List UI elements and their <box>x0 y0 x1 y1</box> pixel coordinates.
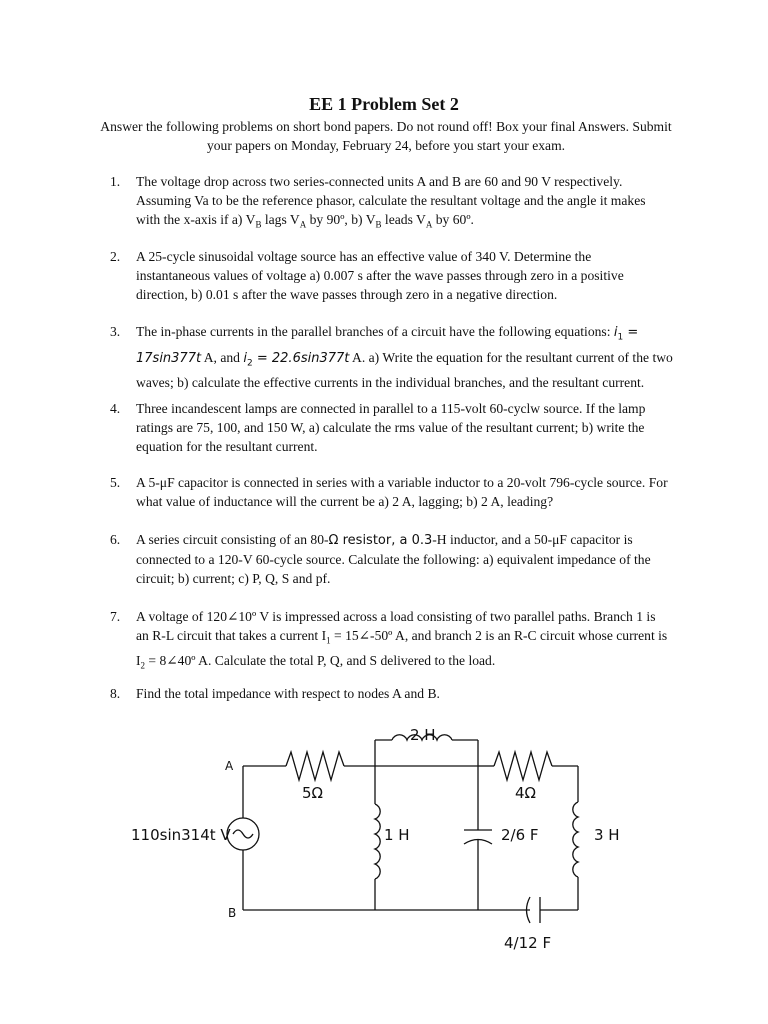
problem-7-line-1: A voltage of 120∠10º V is impressed across a load consisting of two parallel paths. Branch 1 is <box>136 609 656 624</box>
resistor-4-symbol <box>494 752 552 780</box>
problem-1-line-1: The voltage drop across two series-connected units A and B are 60 and 90 V respectively. <box>136 174 623 189</box>
problem-4-line-1: Three incandescent lamps are connected in parallel to a 115-volt 60-cyclw source. If the lamp <box>136 401 646 416</box>
inductor-1h-label: 1 H <box>384 826 410 844</box>
problem-8 <box>110 684 690 703</box>
problem-4-line-3: equation for the resultant current. <box>136 439 318 454</box>
inductor-1h-symbol <box>375 804 380 879</box>
problem-4-line-2: ratings are 75, 100, and 150 W, a) calculate the rms value of the resultant current; b) write the <box>136 420 645 435</box>
problem-number: 7. <box>110 609 121 624</box>
resistor-5-label: 5Ω <box>302 784 324 802</box>
resistor-5-symbol <box>286 752 344 780</box>
problem-3 <box>110 322 690 392</box>
problem-number: 1. <box>110 174 121 189</box>
problem-7 <box>110 607 690 675</box>
problem-3-line-1: The in-phase currents in the parallel branches of a circuit have the following equations: $i_1$ = <box>136 324 639 343</box>
page-title: EE 1 Problem Set 2 <box>309 94 459 114</box>
problem-5-line-1: A 5-μF capacitor is connected in series with a variable inductor to a 20-volt 796-cycle source. For <box>136 475 668 490</box>
inductor-3h-label: 3 H <box>594 826 620 844</box>
node-a-label: A <box>225 759 234 773</box>
node-b-label: B <box>228 906 237 920</box>
problem-3-line-2: 17sin377t A, and $i_2 = 22.6\sin 377t$ A. a) Write the equation for the resultant current of the two <box>136 349 673 369</box>
source-label: 110sin314t V <box>131 826 231 844</box>
problem-1-line-2: Assuming Va to be the reference phasor, calculate the resultant voltage and the angle it makes <box>136 193 646 208</box>
problem-6-line-3: circuit; b) current; c) P, Q, S and pf. <box>136 571 331 586</box>
circuit-diagram <box>120 722 640 962</box>
problem-6-line-1: A series circuit consisting of an 80-Ω resistor, a 0.3-H inductor, and a 50-μF capacitor is <box>136 532 633 548</box>
problem-2-line-1: A 25-cycle sinusoidal voltage source has an effective value of 340 V. Determine the <box>136 249 592 264</box>
problem-1-line-3: with the x-axis if a) $V_B$ lags $V_A$ by 90º, b) $V_B$ leads $V_A$ by 60º. <box>136 212 474 230</box>
instructions <box>86 117 686 155</box>
problem-8-line-1: Find the total impedance with respect to nodes A and B. <box>136 686 440 701</box>
problem-number: 5. <box>110 475 121 490</box>
inductor-3h-symbol <box>573 802 578 877</box>
problem-number: 4. <box>110 401 121 416</box>
problem-2-line-2: instantaneous values of voltage a) 0.007 s after the wave passes through zero in a positive <box>136 268 624 283</box>
problem-number: 6. <box>110 532 121 547</box>
problem-number: 8. <box>110 686 121 701</box>
problem-number: 2. <box>110 249 121 264</box>
problem-number: 3. <box>110 324 121 339</box>
resistor-4-label: 4Ω <box>515 784 537 802</box>
problem-2 <box>110 247 690 304</box>
problem-1 <box>110 172 690 235</box>
problem-6-line-2: connected to a 120-V 60-cycle source. Calculate the following: a) equivalent impedance of the <box>136 552 651 567</box>
problem-6 <box>110 530 690 588</box>
instructions-line-2: your papers on Monday, February 24, before you start your exam. <box>206 138 566 153</box>
problem-2-line-3: direction, b) 0.01 s after the wave passes through zero in a negative direction. <box>136 287 558 302</box>
instructions-line-1: Answer the following problems on short bond papers. Do not round off! Box your final Answers. Submit <box>100 119 672 134</box>
problem-3-line-3: waves; b) calculate the effective currents in the individual branches, and the resultant current. <box>136 375 645 391</box>
problem-7-line-2: an R-L circuit that takes a current $I_1$ = 15∠-50º A, and branch 2 is an R-C circuit whose current is <box>136 628 668 646</box>
problem-7-line-3: $I_2$ = 8∠40º A. Calculate the total P, Q, and S delivered to the load. <box>136 652 496 671</box>
inductor-2h-label: 2 H <box>410 726 436 744</box>
problem-4 <box>110 399 690 456</box>
capacitor-412-label: 4/12 F <box>504 934 552 952</box>
problem-5-line-2: what value of inductance will the current be a) 2 A, lagging; b) 2 A, leading? <box>136 494 554 509</box>
ac-wave-icon <box>233 830 253 838</box>
problem-5 <box>110 473 690 511</box>
capacitor-26-label: 2/6 F <box>501 826 539 844</box>
